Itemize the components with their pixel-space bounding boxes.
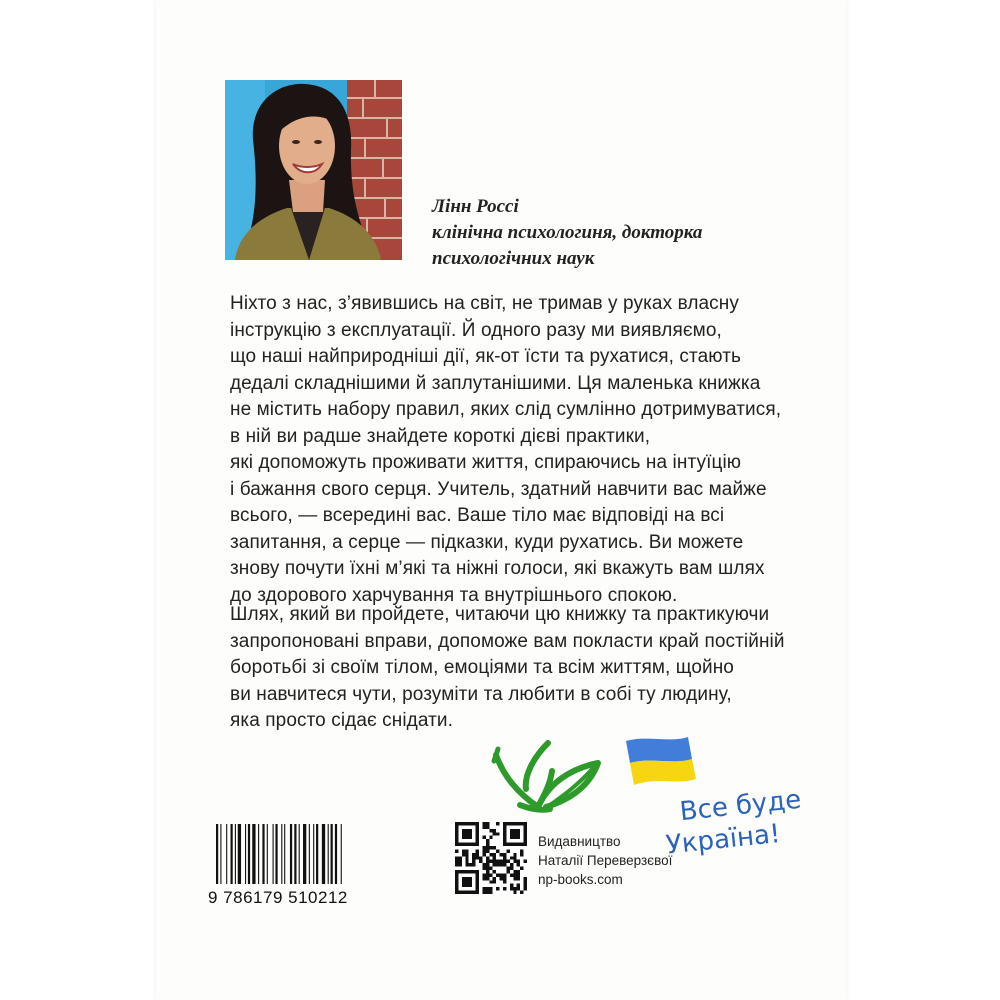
publisher-info [538, 832, 672, 889]
slogan-line-2: Україна! [664, 818, 782, 861]
slogan-line-1: Все буде [678, 784, 803, 828]
publisher-line-1: Видавництво [538, 834, 621, 849]
author-photo [225, 80, 402, 260]
text-line: запропоновані вправи, допоможе вам покласти край постійній [230, 630, 785, 652]
author-role-line-1: клінічна психологиня, докторка [432, 222, 703, 243]
qr-code-icon[interactable] [455, 822, 527, 894]
text-line: Ніхто з нас, з’явившись на світ, не тримав у руках власну [230, 293, 739, 314]
text-line: знову почути їхні м’які та ніжні голоси, які вкажуть вам шлях [230, 558, 765, 579]
publisher-website-link[interactable]: np-books.com [538, 872, 623, 887]
text-line: інструкцію з експлуатації. Й одного разу ми виявляємо, [230, 319, 722, 341]
publisher-line-2: Наталії Переверзєвої [538, 853, 673, 868]
author-role-line-2: психологічних наук [432, 248, 595, 269]
text-line: Шлях, який ви пройдете, читаючи цю книжку та практикуючи [230, 604, 770, 625]
description-paragraph-2 [230, 602, 830, 735]
barcode-icon [214, 824, 389, 924]
text-line: дедалі складнішими й заплутанішими. Ця маленька книжка [230, 372, 761, 394]
author-name: Лінн Россі [432, 196, 519, 217]
text-line: ви навчитеся чути, розуміти та любити в собі ту людину, [230, 683, 732, 705]
text-line: боротьбі зі своїм тілом, емоціями та всім життям, щойно [230, 657, 734, 678]
text-line: запитання, а серце — підказки, куди рухатись. Ви можете [230, 531, 744, 553]
text-line: що наші найприродніші дії, як-от їсти та рухатися, стають [230, 346, 742, 367]
text-line: і бажання свого серця. Учитель, здатний навчити вас майже [230, 478, 767, 500]
slogan [660, 780, 820, 870]
text-line: всього, — всередині вас. Ваше тіло має відповіді на всі [230, 505, 725, 526]
text-line: не містить набору правил, яких слід сумлінно дотримуватися, [230, 399, 782, 420]
text-line: до здорового харчування та внутрішнього спокою. [230, 584, 678, 606]
text-line: які допоможуть проживати життя, спираючись на інтуїцію [230, 452, 742, 473]
author-info [432, 194, 752, 272]
sprout-logo-icon [490, 735, 610, 825]
text-line: яка просто сідає снідати. [230, 710, 454, 731]
description-paragraph-1 [230, 291, 830, 609]
text-line: в ній ви радше знайдете короткі дієві практики, [230, 425, 651, 447]
isbn-number: 9 786179 510212 [208, 888, 348, 907]
